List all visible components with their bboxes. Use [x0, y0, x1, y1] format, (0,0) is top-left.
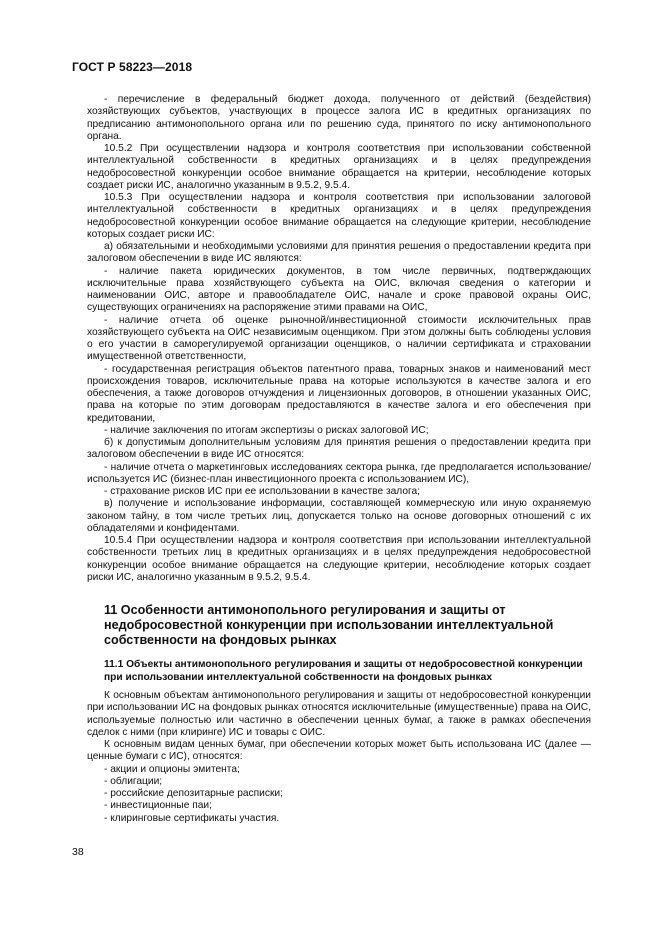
list-item: - государственная регистрация объектов патентного права, товарных знаков и наименований мест происхождения товаров, исключительные права на которые используются в качестве залога и его обеспечения, а также договоров отчуждения и лицензионных договоров, в отношении указанных ОИС, права на которые по этим договорам предоставляются в качестве залога и его обеспечения при кредитовании, [87, 363, 591, 424]
list-item: - страхование рисков ИС при ее использовании в качестве залога; [104, 486, 421, 497]
section-11-body [87, 690, 591, 825]
list-item: - наличие отчета о маркетинговых исследованиях сектора рынка, где предполагается использование/используется ИС (бизнес-план инвестиционного проекта с использованием ИС), [87, 461, 591, 485]
list-item: - наличие пакета юридических документов, в том числе первичных, подтверждающих исключительные права хозяйствующего субъекта на ОИС, включая сведения о категории и наименовании ОИС, авторе и правообладателе ОИС, начале и сроке правовой охраны ОИС, существующих ограничениях на распоряжение этими правами на ОИС, [87, 265, 591, 314]
list-item: - наличие отчета об оценке рыночной/инвестиционной стоимости исключительных прав хозяйствующего субъекта на ОИС независимым оценщиком. При этом должны быть соблюдены условия о его участии в саморегулируемой организации оценщиков, о наличии сертификата и страховании имущественной ответственности, [87, 314, 591, 363]
list-item: - наличие заключения по итогам экспертизы о рисках залоговой ИС; [104, 424, 429, 436]
list-item: - облигации; [104, 775, 163, 787]
page-number: 38 [72, 846, 84, 858]
list-item-v: в) получение и использование информации, составляющей коммерческую или иную охраняемую законом тайну, в том числе третьих лиц, допускается только на основе договорных отношений с их обладателями и конфидентами. [87, 498, 591, 534]
paragraph: - перечисление в федеральный бюджет дохода, полученного от действий (бездействия) хозяйствующих субъектов, участвующих в процессе залога ИС в кредитных организациях по предписанию антимонопольного органа или по решению суда, принятого по иску антимонопольного органа. [87, 94, 591, 142]
list-item: - клиринговые сертификаты участия. [104, 812, 280, 824]
standard-code-header: ГОСТ Р 58223—2018 [72, 60, 193, 74]
clause-10-5-2: 10.5.2 При осуществлении надзора и контроля соответствия при использовании собственной интеллектуальной собственности в кредитных организациях и в целях предупреждения недобросовестной конкуренции особое внимание обращается на критерии, несоблюдение которых создает риски ИС, аналогично указанным в 9.5.2, 9.5.4. [87, 143, 591, 191]
subsection-11-1-title: 11.1 Объекты антимонопольного регулирования и защиты от недобросовестной конкуренции при использовании интеллектуальной собственности на фондовых рынках [104, 659, 583, 683]
list-item-a: а) обязательными и необходимыми условиями для принятия решения о предоставлении кредита при залоговом обеспечении в виде ИС являются: [87, 241, 591, 265]
list-item: - российские депозитарные расписки; [104, 788, 283, 799]
paragraph: К основным объектам антимонопольного регулирования и защиты от недобросовестной конкуренции при использовании ИС на фондовых рынках относятся исключительные (имущественные) права на ОИС, используемые полностью или частично в обеспечении ценных бумаг, а также в рамках обеспечения сделок с ними (при клиринге) ИС и товары с ОИС. [87, 690, 591, 738]
section-11-title: 11 Особенности антимонопольного регулирования и защиты от недобросовестной конкуренции при использовании интеллектуальной собственности на фондовых рынках [104, 603, 554, 647]
clause-10-5-4: 10.5.4 При осуществлении надзора и контроля соответствия при использовании интеллектуальной собственности третьих лиц в кредитных организациях и в целях предупреждения недобросовестной конкуренции особое внимание обращается на следующие критерии, несоблюдение которых создает риски ИС, аналогично указанным в 9.5.2, 9.5.4. [87, 535, 591, 583]
paragraph: К основным видам ценных бумаг, при обеспечении которых может быть использована ИС (далее — ценные бумаги с ИС), относятся: [87, 739, 591, 763]
list-item: - инвестиционные паи; [104, 800, 212, 812]
list-item: - акции и опционы эмитента; [104, 763, 240, 775]
body-text [87, 94, 591, 584]
list-item-b: б) к допустимым дополнительным условиям для принятия решения о предоставлении кредита при залоговом обеспечении в виде ИС относятся: [87, 437, 591, 461]
clause-10-5-3: 10.5.3 При осуществлении надзора и контроля соответствия при использовании залоговой интеллектуальной собственности в кредитных организациях и в целях предупреждения недобросовестной конкуренции особое внимание обращается на следующие критерии, несоблюдение которых создает риски ИС: [87, 192, 591, 240]
